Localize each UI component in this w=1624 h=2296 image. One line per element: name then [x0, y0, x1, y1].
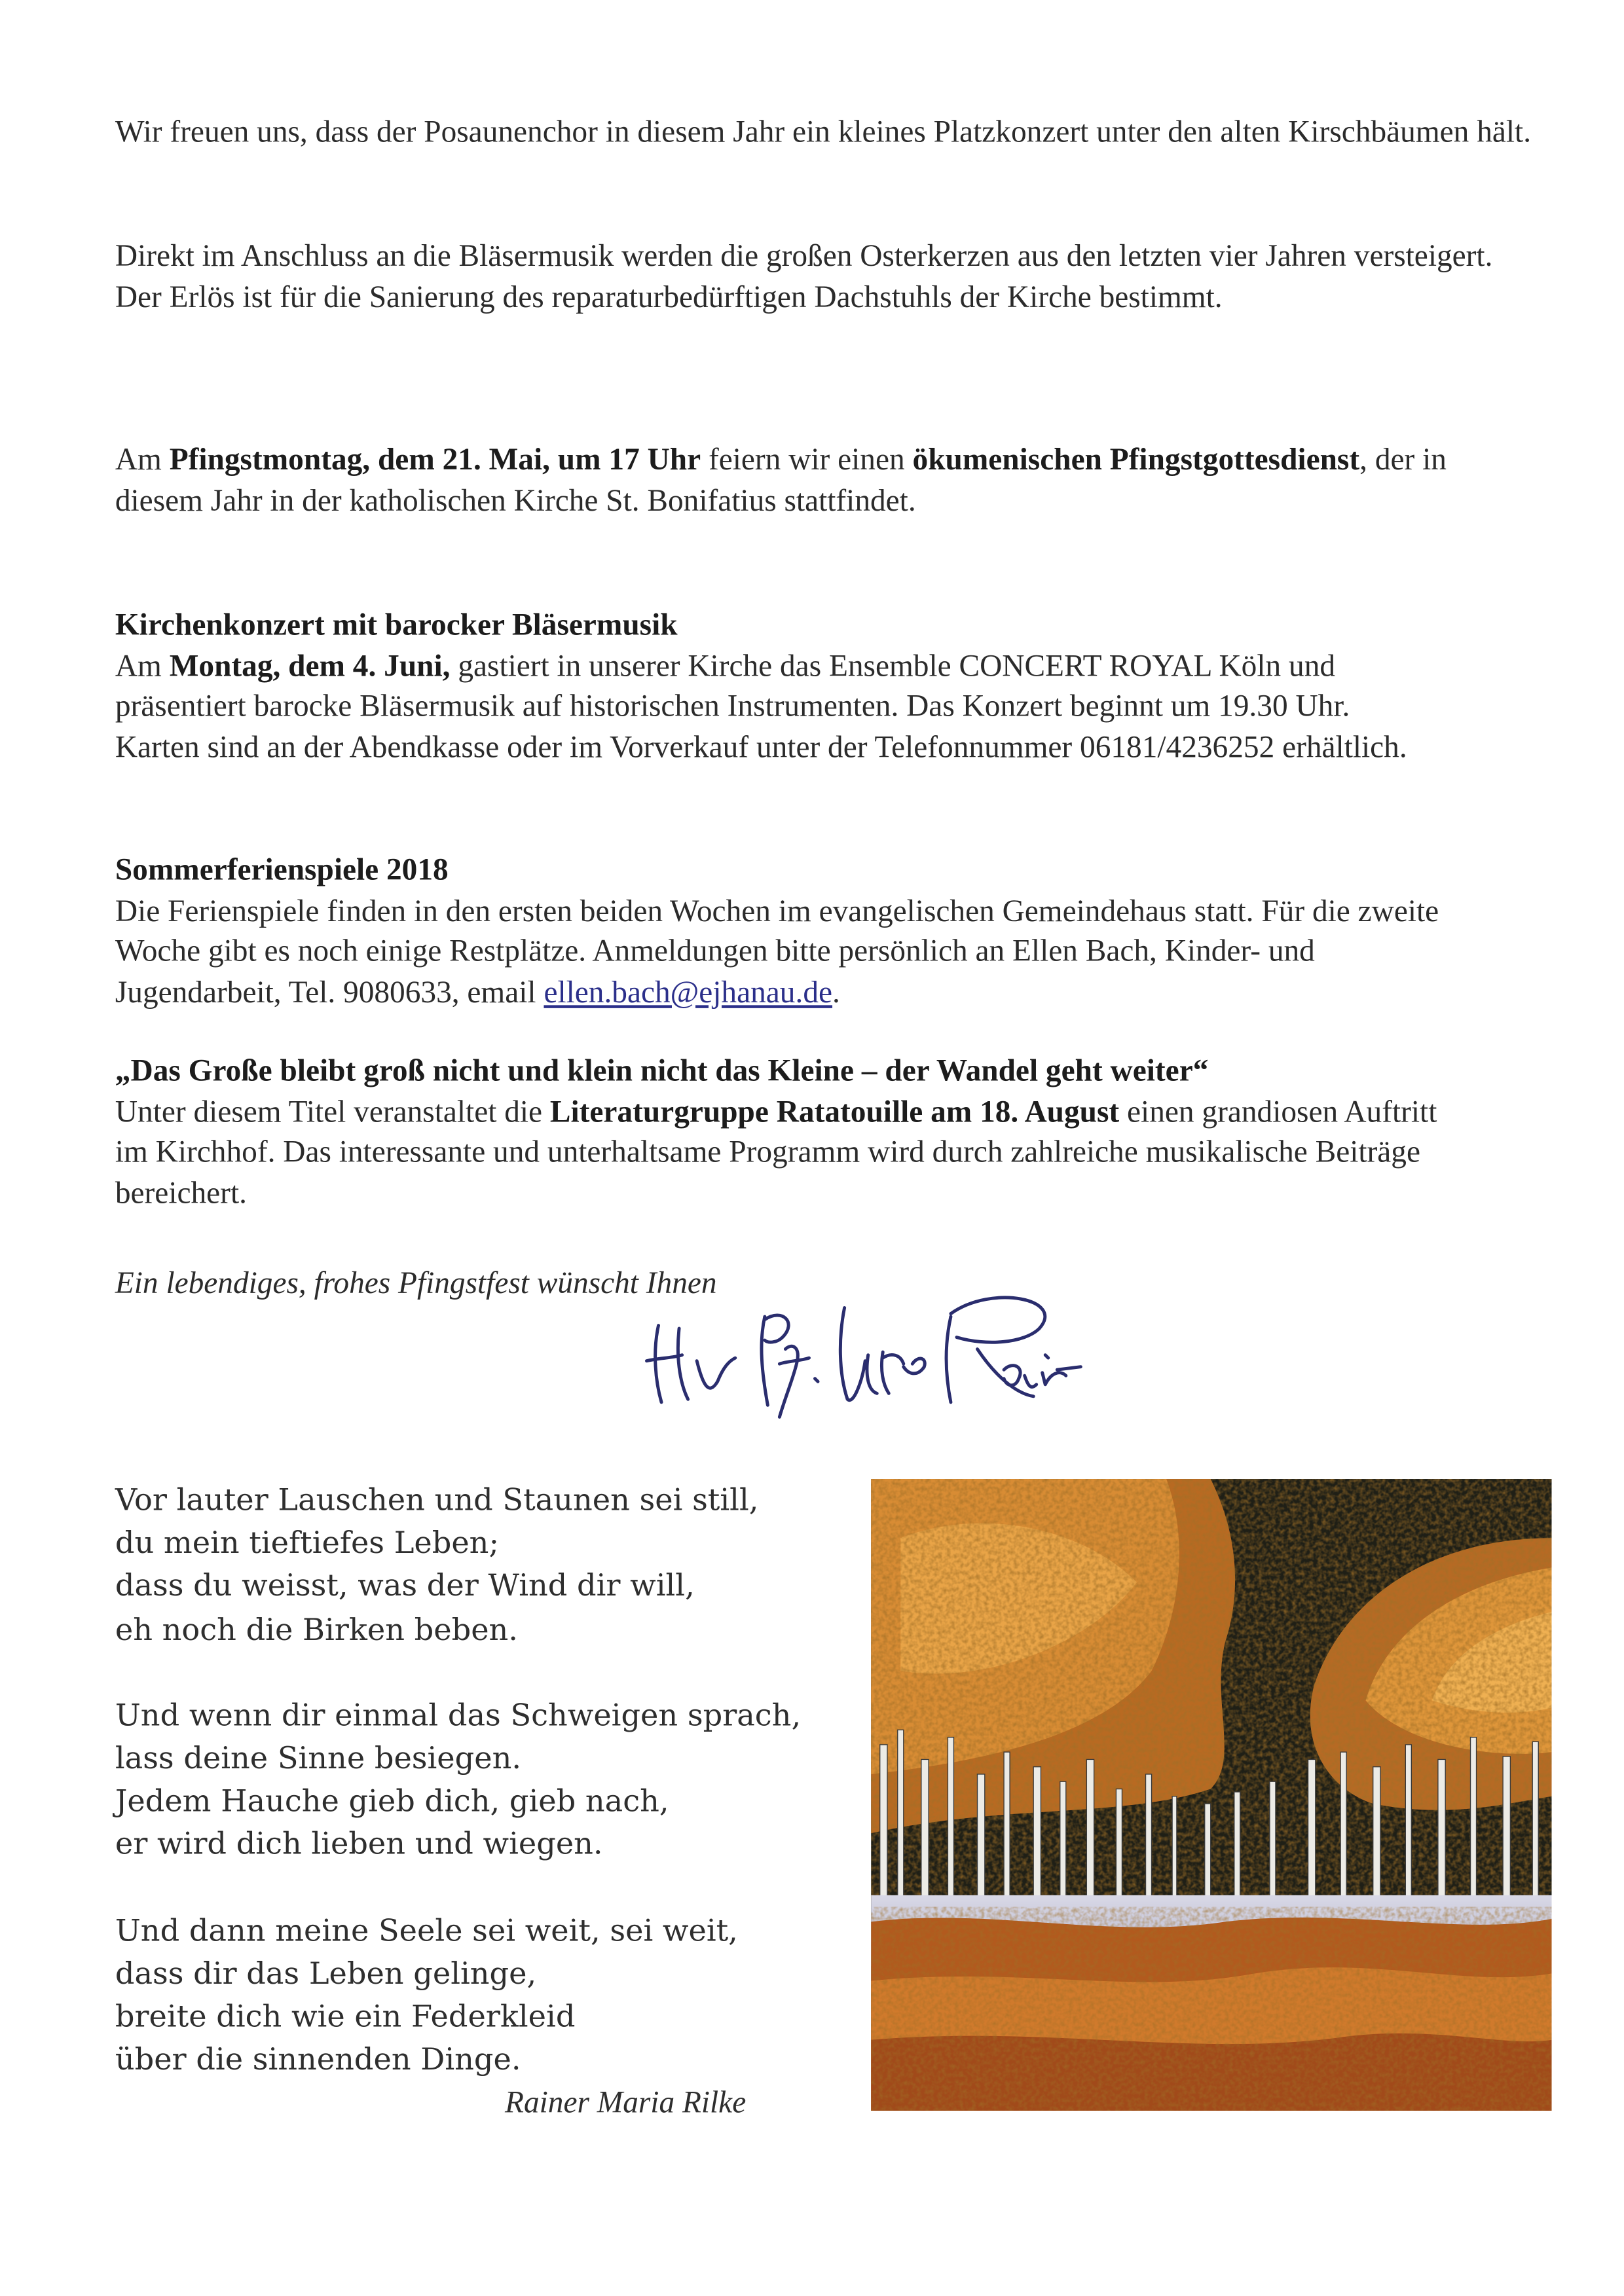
ferienspiele-section: [115, 850, 1466, 1013]
pfingsten-service: ökumenischen Pfingstgottesdienst: [912, 441, 1360, 477]
konzert-section: [115, 605, 1414, 767]
poem-stanza: Und dann meine Seele sei weit, sei weit, dass dir das Leben gelinge, breite dich wie ein Federkleid über die sinnenden Dinge.: [115, 1912, 738, 2077]
konzert-text-1: Am: [115, 647, 170, 683]
pfingsten-paragraph: [115, 440, 1473, 521]
signature-image: [638, 1278, 1096, 1425]
literatur-heading: „Das Große bleibt groß nicht und klein nicht das Kleine – der Wandel geht weiter“: [115, 1052, 1209, 1088]
literatur-section: [115, 1051, 1444, 1213]
ferienspiele-end: .: [832, 973, 840, 1009]
ferienspiele-heading: Sommerferienspiele 2018: [115, 851, 449, 887]
poem-stanza: Vor lauter Lauschen und Staunen sei still, du mein tieftiefes Leben; dass du weisst, was der Wind dir will, eh noch die Birken beben.: [115, 1482, 759, 1647]
greeting: Ein lebendiges, frohes Pfingstfest wünscht Ihnen: [115, 1265, 717, 1301]
email-link[interactable]: ellen.bach@ejhanau.de: [544, 973, 833, 1009]
konzert-date: Montag, dem 4. Juni,: [169, 647, 451, 683]
intro-paragraph-1: Wir freuen uns, dass der Posaunenchor in diesem Jahr ein kleines Platzkonzert unter den alten Kirschbäumen hält.: [115, 113, 1532, 149]
intro-paragraph-2: Direkt im Anschluss an die Bläsermusik werden die großen Osterkerzen aus den letzten vier Jahren versteigert. Der Erlös ist für die Sanierung des reparaturbedürftigen Dachstuhls der Kirche bestimmt.: [115, 237, 1493, 314]
birch-painting-image: [871, 1479, 1551, 2111]
poem-stanza: Und wenn dir einmal das Schweigen sprach, lass deine Sinne besiegen. Jedem Hauche gieb dich, gieb nach, er wird dich lieben und wiegen.: [115, 1697, 802, 1862]
pfingsten-date: Pfingstmontag, dem 21. Mai, um 17 Uhr: [169, 441, 701, 477]
literatur-text-2: einen grandiosen Auftritt im Kirchhof. Das interessante und unterhaltsame Programm wird durch zahlreiche musikalische Beiträge bereichert.: [115, 1093, 1437, 1210]
poem-author: Rainer Maria Rilke: [505, 2084, 747, 2120]
pfingsten-text-1: Am: [115, 441, 170, 477]
literatur-event: Literaturgruppe Ratatouille am 18. August: [549, 1093, 1120, 1129]
pfingsten-text-3: , der in diesem Jahr in der katholischen Kirche St. Bonifatius stattfindet.: [115, 441, 1447, 518]
ferienspiele-text: Die Ferienspiele finden in den ersten beiden Wochen im evangelischen Gemeindehaus statt. Für die zweite Woche gibt es noch einige Restplätze. Anmeldungen bitte persönlich an Ellen Bach, Kinder- und Jugendarbeit, Tel. 9080633, email: [115, 892, 1439, 1009]
poem: [115, 1479, 868, 2124]
konzert-text-2: gastiert in unserer Kirche das Ensemble CONCERT ROYAL Köln und präsentiert barocke Bläsermusik auf historischen Instrumenten. Das Konzert beginnt um 19.30 Uhr. Karten sind an der Abendkasse oder im Vorverkauf unter der Telefonnummer 06181/4236252 erhältlich.: [115, 647, 1407, 764]
pfingsten-text-2: feiern wir einen: [701, 441, 913, 477]
literatur-text-1: Unter diesem Titel veranstaltet die: [115, 1093, 550, 1129]
konzert-heading: Kirchenkonzert mit barocker Bläsermusik: [115, 606, 678, 642]
